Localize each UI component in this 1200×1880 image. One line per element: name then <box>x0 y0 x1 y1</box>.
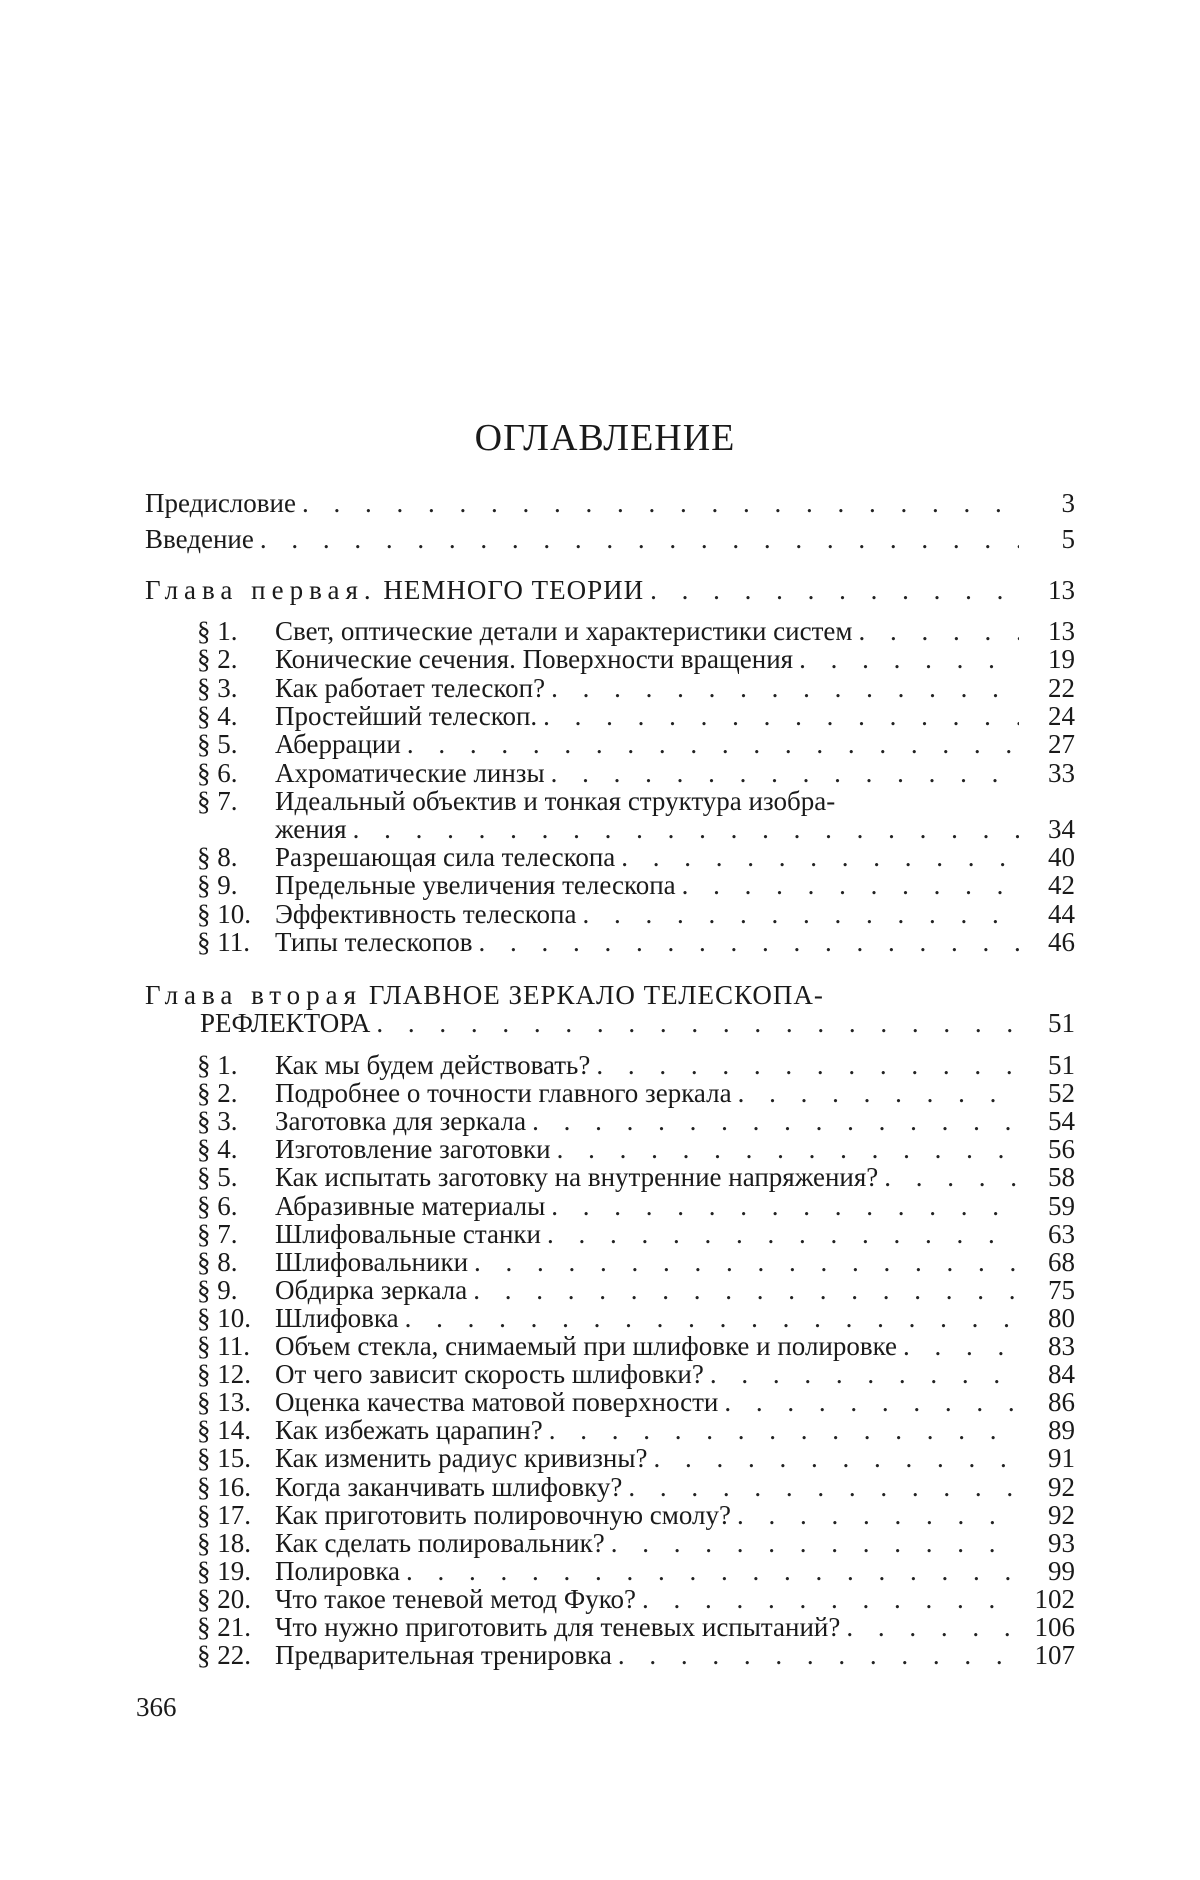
dot-leader <box>884 1162 1019 1192</box>
toc-section-entry <box>197 927 1075 957</box>
toc-section-entry <box>197 729 1075 759</box>
dot-leader <box>302 488 1019 518</box>
toc-entry-label <box>145 488 296 518</box>
entry-text: Введение <box>145 524 254 554</box>
toc-entry-label <box>197 701 537 731</box>
entry-text: Абразивные материалы <box>275 1190 546 1221</box>
toc-entry-label <box>197 729 401 759</box>
toc-section-entry <box>197 1191 1075 1221</box>
toc-entry-label <box>197 1612 840 1642</box>
toc-section-entry <box>197 1472 1075 1502</box>
section-number: § 1. <box>197 616 238 646</box>
dot-leader <box>557 1134 1019 1164</box>
toc-page-number: 63 <box>1048 1218 1075 1249</box>
toc-page-number: 54 <box>1048 1106 1075 1137</box>
section-number: § 10. <box>197 898 251 929</box>
toc-section-entry <box>197 1106 1075 1136</box>
dot-leader <box>737 1500 1019 1530</box>
toc-entry-preface <box>145 488 1075 518</box>
toc-entry-label <box>145 575 644 605</box>
toc-entry-label <box>197 758 545 788</box>
toc-entry-label <box>197 1528 605 1558</box>
toc-section-entry <box>197 1584 1075 1614</box>
entry-text: Ахроматические линзы <box>275 757 545 788</box>
toc-page-number: 106 <box>1034 1612 1075 1642</box>
toc-entry-label <box>197 1500 731 1530</box>
entry-text: От чего зависит скорость шлифовки? <box>275 1359 704 1390</box>
entry-text: Как приготовить полировочную смолу? <box>275 1499 731 1530</box>
toc-page-number: 80 <box>1048 1302 1075 1333</box>
toc-entry-label <box>197 1303 399 1333</box>
toc-entry-label <box>197 786 835 816</box>
chapter-prefix: Глава первая. <box>145 575 377 605</box>
section-number: § 13. <box>197 1387 251 1418</box>
toc-entry-label <box>197 1134 551 1164</box>
toc-entry-label <box>200 1008 370 1038</box>
entry-text: Обдирка зеркала <box>275 1274 468 1305</box>
toc-page-number: 13 <box>1048 616 1075 646</box>
section-number: § 21. <box>197 1612 251 1642</box>
section-number: § 7. <box>197 785 238 816</box>
toc-page-number: 92 <box>1048 1499 1075 1530</box>
toc-page-number: 68 <box>1048 1246 1075 1277</box>
section-number: § 2. <box>197 1078 238 1109</box>
toc-section-entry <box>197 644 1075 674</box>
toc-section-entry <box>197 1556 1075 1586</box>
entry-text: Как избежать царапин? <box>275 1415 543 1446</box>
entry-text: Шлифовка <box>275 1302 399 1333</box>
section-number: § 4. <box>197 1134 238 1165</box>
section-number: § 3. <box>197 672 238 703</box>
dot-leader <box>543 701 1019 731</box>
chapter-heading-1 <box>145 575 1075 605</box>
toc-page-number: 102 <box>1034 1583 1075 1614</box>
section-number: § 12. <box>197 1359 251 1390</box>
section-number: § 8. <box>197 1246 238 1277</box>
toc-page-number: 27 <box>1048 729 1075 760</box>
section-number: § 9. <box>197 870 238 901</box>
dot-leader <box>353 814 1019 844</box>
toc-entry-label <box>197 1078 732 1108</box>
dot-leader <box>642 1584 1019 1614</box>
toc-entry-label <box>197 1415 543 1445</box>
section-number: § 19. <box>197 1555 251 1586</box>
toc-section-entry <box>197 899 1075 929</box>
toc-page-number: 3 <box>1061 488 1075 518</box>
entry-text: Оценка качества матовой поверхности <box>275 1387 719 1418</box>
toc-entry-introduction <box>145 524 1075 554</box>
chapter-heading-2 <box>145 980 1075 1010</box>
section-number: § 14. <box>197 1415 251 1446</box>
dot-leader <box>799 644 1019 674</box>
toc-entry-label <box>197 1640 612 1670</box>
toc-entry-label <box>197 1556 400 1586</box>
toc-entry-label <box>197 616 852 646</box>
toc-entry-label <box>197 1359 704 1389</box>
toc-page-number: 24 <box>1048 700 1075 731</box>
toc-page-number: 107 <box>1034 1640 1075 1671</box>
toc-section-entry <box>197 616 1075 646</box>
toc-entry-label <box>197 673 545 703</box>
toc-entry-label <box>197 1219 541 1249</box>
entry-text: Как работает телескоп? <box>275 672 546 703</box>
toc-entry-label <box>197 1106 526 1136</box>
toc-section-entry <box>197 1387 1075 1417</box>
section-number: § 17. <box>197 1499 251 1530</box>
toc-entry-label <box>197 870 676 900</box>
toc-page-number: 5 <box>1061 524 1075 554</box>
toc-section-entry <box>197 1078 1075 1108</box>
toc-section-entry <box>197 1359 1075 1389</box>
toc-entry-label <box>197 1050 590 1080</box>
toc-section-entry <box>197 1528 1075 1558</box>
entry-text: Заготовка для зеркала <box>275 1106 527 1137</box>
toc-entry-label <box>197 1162 878 1192</box>
entry-text: Аберрации <box>275 729 401 760</box>
entry-text: Что нужно приготовить для теневых испытаний? <box>275 1612 841 1642</box>
section-number: § 8. <box>197 842 238 873</box>
entry-text: Как изменить радиус кривизны? <box>275 1443 648 1474</box>
section-number: § 22. <box>197 1640 251 1671</box>
toc-page-number: 40 <box>1048 842 1075 873</box>
entry-text: Простейший телескоп. <box>275 700 538 731</box>
toc-page-number: 91 <box>1048 1443 1075 1474</box>
toc-entry-label <box>197 899 576 929</box>
toc-page-number: 86 <box>1048 1387 1075 1418</box>
toc-entry-label <box>197 1331 897 1361</box>
section-number: § 6. <box>197 1190 238 1221</box>
toc-section-entry <box>197 1415 1075 1445</box>
toc-section-entry <box>197 1443 1075 1473</box>
toc-entry-label <box>145 980 824 1010</box>
toc-page-number: 75 <box>1048 1274 1075 1305</box>
dot-leader <box>596 1050 1019 1080</box>
section-number: § 5. <box>197 729 238 760</box>
dot-leader <box>407 729 1019 759</box>
entry-text: Свет, оптические детали и характеристики систем <box>275 616 853 646</box>
toc-section-entry <box>197 1247 1075 1277</box>
dot-leader <box>532 1106 1019 1136</box>
toc-page-number: 93 <box>1048 1527 1075 1558</box>
dot-leader <box>551 758 1019 788</box>
toc-entry-label <box>197 1275 467 1305</box>
page-title: ОГЛАВЛЕНИЕ <box>474 417 736 459</box>
toc-page-number: 34 <box>1048 813 1075 844</box>
toc-section-entry-continued <box>275 814 1075 844</box>
toc-page-number: 19 <box>1048 644 1075 675</box>
entry-text: Когда заканчивать шлифовку? <box>275 1471 623 1502</box>
entry-text: Разрешающая сила телескопа <box>275 842 616 873</box>
toc-section-entry <box>197 1219 1075 1249</box>
chapter-heading-2-continued <box>200 1008 1075 1038</box>
dot-leader <box>618 1640 1019 1670</box>
toc-page-number: 44 <box>1048 898 1075 929</box>
entry-text: Идеальный объектив и тонкая структура изобра- <box>275 785 836 816</box>
dot-leader <box>621 842 1019 872</box>
entry-text: жения <box>275 813 347 844</box>
section-number: § 5. <box>197 1162 238 1193</box>
entry-text: Как испытать заготовку на внутренние напряжения? <box>275 1162 879 1193</box>
dot-leader <box>724 1387 1019 1417</box>
dot-leader <box>551 1191 1019 1221</box>
toc-section-entry <box>197 673 1075 703</box>
dot-leader <box>478 927 1019 957</box>
page-number: 366 <box>136 1692 177 1722</box>
toc-page-number: 51 <box>1048 1008 1075 1038</box>
dot-leader <box>549 1415 1019 1445</box>
toc-page-number: 51 <box>1048 1050 1075 1080</box>
dot-leader <box>474 1247 1019 1277</box>
toc-section-entry <box>197 1303 1075 1333</box>
dot-leader <box>738 1078 1019 1108</box>
entry-text: Предисловие <box>145 488 296 518</box>
dot-leader <box>260 524 1019 554</box>
dot-leader <box>710 1359 1019 1389</box>
toc-section-entry <box>197 1331 1075 1361</box>
section-number: § 6. <box>197 757 238 788</box>
toc-page-number: 22 <box>1048 672 1075 703</box>
chapter-prefix: Глава вторая <box>145 980 363 1010</box>
entry-text: Изготовление заготовки <box>275 1134 551 1165</box>
toc-section-entry <box>197 870 1075 900</box>
dot-leader <box>406 1556 1019 1586</box>
toc-page-number: 46 <box>1048 927 1075 957</box>
toc-page-number: 13 <box>1048 575 1075 605</box>
toc-section-entry <box>197 758 1075 788</box>
toc-page-number: 52 <box>1048 1078 1075 1109</box>
toc-section-entry <box>197 1050 1075 1080</box>
entry-text: Полировка <box>275 1555 401 1586</box>
toc-entry-label <box>197 1191 545 1221</box>
entry-text: Как сделать полировальник? <box>275 1527 605 1558</box>
section-number: § 4. <box>197 700 238 731</box>
entry-text: РЕФЛЕКТОРА <box>200 1008 371 1038</box>
toc-entry-label <box>145 524 254 554</box>
dot-leader <box>858 616 1019 646</box>
toc-entry-label <box>197 1472 622 1502</box>
dot-leader <box>405 1303 1019 1333</box>
section-number: § 7. <box>197 1218 238 1249</box>
dot-leader <box>846 1612 1019 1642</box>
toc-entry-label <box>197 1584 636 1614</box>
toc-page-number: 56 <box>1048 1134 1075 1165</box>
toc-page-number: 99 <box>1048 1555 1075 1586</box>
toc-entry-label <box>197 1443 647 1473</box>
section-number: § 2. <box>197 644 238 675</box>
dot-leader <box>473 1275 1019 1305</box>
entry-text: Эффективность телескопа <box>275 898 577 929</box>
dot-leader <box>903 1331 1019 1361</box>
entry-text: Что такое теневой метод Фуко? <box>275 1583 636 1614</box>
dot-leader <box>376 1008 1019 1038</box>
toc-page-number: 89 <box>1048 1415 1075 1446</box>
toc-page-number: 59 <box>1048 1190 1075 1221</box>
entry-text: Как мы будем действовать? <box>275 1050 591 1080</box>
section-number: § 20. <box>197 1583 251 1614</box>
dot-leader <box>582 899 1019 929</box>
chapter-title: НЕМНОГО ТЕОРИИ <box>383 575 645 605</box>
dot-leader <box>653 1443 1019 1473</box>
toc-page-number: 33 <box>1048 757 1075 788</box>
entry-text: Конические сечения. Поверхности вращения <box>275 644 794 675</box>
dot-leader <box>682 870 1019 900</box>
toc-section-entry <box>197 1640 1075 1670</box>
entry-text: Типы телескопов <box>275 927 473 957</box>
toc-section-entry <box>197 1275 1075 1305</box>
section-number: § 16. <box>197 1471 251 1502</box>
toc-section-entry <box>197 1612 1075 1642</box>
chapter-title: ГЛАВНОЕ ЗЕРКАЛО ТЕЛЕСКОПА- <box>368 980 824 1010</box>
section-number: § 10. <box>197 1302 251 1333</box>
toc-page-number: 42 <box>1048 870 1075 901</box>
toc-page-number: 58 <box>1048 1162 1075 1193</box>
toc-section-entry <box>197 786 1075 816</box>
entry-text: Шлифовальники <box>275 1246 469 1277</box>
entry-text: Предварительная тренировка <box>275 1640 612 1671</box>
toc-page-number: 83 <box>1048 1331 1075 1361</box>
dot-leader <box>547 1219 1019 1249</box>
toc-entry-label <box>197 1387 718 1417</box>
entry-text: Объем стекла, снимаемый при шлифовке и полировке <box>275 1331 898 1361</box>
entry-text: Предельные увеличения телескопа <box>275 870 676 901</box>
toc-entry-label <box>197 927 472 957</box>
toc-entry-label <box>275 814 347 844</box>
entry-text: Шлифовальные станки <box>275 1218 541 1249</box>
toc-section-entry <box>197 1500 1075 1530</box>
dot-leader <box>611 1528 1019 1558</box>
section-number: § 3. <box>197 1106 238 1137</box>
entry-text: Подробнее о точности главного зеркала <box>275 1078 732 1109</box>
dot-leader <box>628 1472 1019 1502</box>
toc-page-number: 84 <box>1048 1359 1075 1390</box>
section-number: § 9. <box>197 1274 238 1305</box>
toc-page-number: 92 <box>1048 1471 1075 1502</box>
section-number: § 11. <box>197 927 250 957</box>
toc-section-entry <box>197 842 1075 872</box>
toc-section-entry <box>197 701 1075 731</box>
section-number: § 15. <box>197 1443 251 1474</box>
section-number: § 1. <box>197 1050 238 1080</box>
section-number: § 11. <box>197 1331 250 1361</box>
dot-leader <box>650 575 1019 605</box>
toc-entry-label <box>197 644 793 674</box>
section-number: § 18. <box>197 1527 251 1558</box>
toc-entry-label <box>197 1247 468 1277</box>
toc-section-entry <box>197 1162 1075 1192</box>
toc-section-entry <box>197 1134 1075 1164</box>
dot-leader <box>551 673 1019 703</box>
toc-entry-label <box>197 842 615 872</box>
